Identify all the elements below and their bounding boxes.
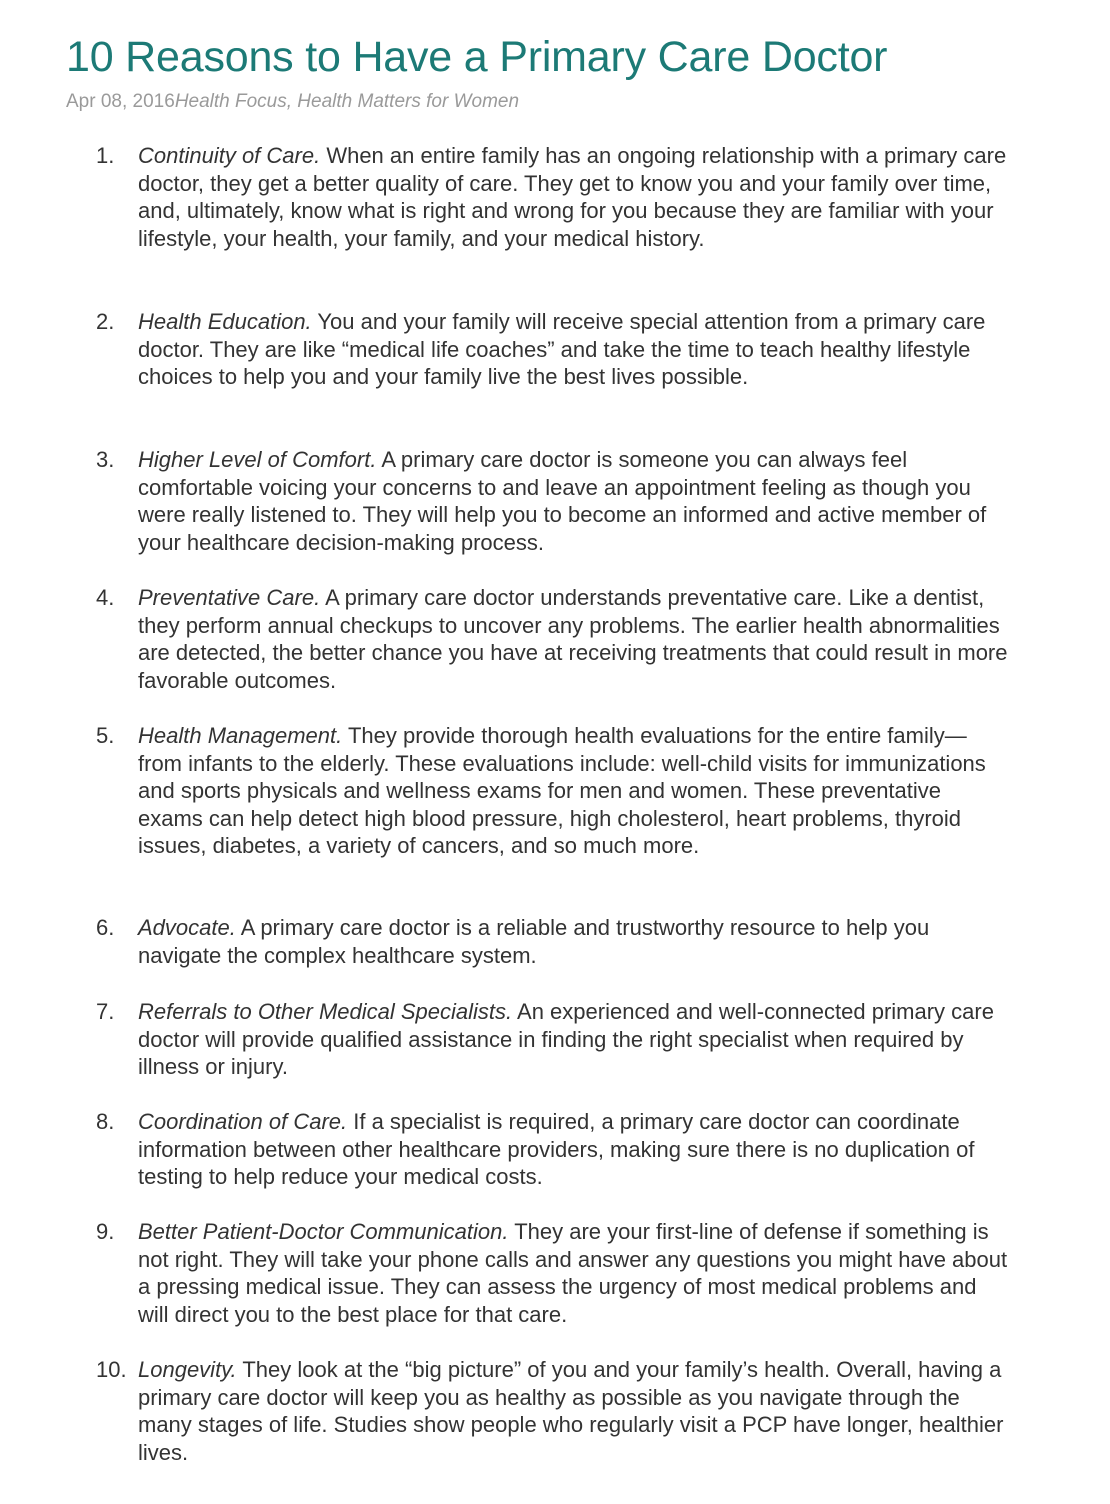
publish-date: Apr 08, 2016	[66, 91, 175, 112]
reason-body	[138, 308, 1010, 391]
reason-body	[138, 1356, 1010, 1466]
reason-lead: Coordination of Care.	[138, 1109, 348, 1134]
reason-number: 1.	[96, 143, 115, 168]
reason-number: 3.	[96, 447, 115, 472]
reason-text: If a specialist is required, a primary care doctor can coordinate information between other healthcare providers, making sure there is no duplication of testing to help reduce your medical costs.	[138, 1109, 975, 1189]
reason-text: They provide thorough health evaluations for the entire family—from infants to the elderly. These evaluations include: well-child visits for immunizations and sports physicals and wellness exams for men and women. These preventative exams can help detect high blood pressure, high cholesterol, heart problems, thyroid issues, diabetes, a variety of cancers, and so much more.	[138, 723, 986, 858]
reason-lead: Longevity.	[138, 1357, 237, 1382]
reason-lead: Continuity of Care.	[138, 143, 321, 168]
reason-body	[138, 446, 1010, 556]
reason-lead: Health Education.	[138, 309, 312, 334]
reason-body	[138, 722, 1010, 860]
reason-text: You and your family will receive special attention from a primary care doctor. They are like “medical life coaches” and take the time to teach healthy lifestyle choices to help you and your family live the best lives possible.	[138, 309, 986, 389]
reason-text: When an entire family has an ongoing relationship with a primary care doctor, they get a better quality of care. They get to know you and your family over time, and, ultimately, know what is right and wrong for you because they are familiar with your lifestyle, your health, your family, and your medical history.	[138, 143, 1007, 251]
reason-body	[138, 1108, 1010, 1191]
reason-body	[138, 584, 1010, 694]
reason-lead: Referrals to Other Medical Specialists.	[138, 999, 513, 1024]
reason-lead: Health Management.	[138, 723, 343, 748]
reason-number: 2.	[96, 309, 115, 334]
reason-lead: Better Patient-Doctor Communication.	[138, 1219, 509, 1244]
reason-text: A primary care doctor is a reliable and trustworthy resource to help you navigate the complex healthcare system.	[138, 915, 930, 968]
reason-body	[138, 142, 1010, 252]
article-title: 10 Reasons to Have a Primary Care Doctor	[66, 33, 888, 81]
reason-number: 10.	[96, 1357, 127, 1382]
reason-lead: Higher Level of Comfort.	[138, 447, 377, 472]
reason-text: A primary care doctor is someone you can always feel comfortable voicing your concerns to and leave an appointment feeling as though you were really listened to. They will help you to become an informed and active member of your healthcare decision-making process.	[138, 447, 987, 555]
reason-number: 7.	[96, 999, 115, 1024]
reason-text: They are your first-line of defense if something is not right. They will take your phone calls and answer any questions you might have about a pressing medical issue. They can assess the urgency of most medical problems and will direct you to the best place for that care.	[138, 1219, 1008, 1327]
reason-number: 8.	[96, 1109, 115, 1134]
reason-text: A primary care doctor understands preventative care. Like a dentist, they perform annual checkups to uncover any problems. The earlier health abnormalities are detected, the better chance you have at receiving treatments that could result in more favorable outcomes.	[138, 585, 1008, 693]
reason-number: 4.	[96, 585, 115, 610]
reason-lead: Preventative Care.	[138, 585, 321, 610]
reason-body	[138, 998, 1010, 1081]
article-categories: Health Focus, Health Matters for Women	[174, 91, 520, 112]
reason-text: An experienced and well-connected primary care doctor will provide qualified assistance in finding the right specialist when required by illness or injury.	[138, 999, 994, 1079]
reason-lead: Advocate.	[138, 915, 236, 940]
reason-body	[138, 1218, 1010, 1328]
article-meta	[66, 90, 519, 114]
reason-number: 9.	[96, 1219, 115, 1244]
reason-number: 5.	[96, 723, 115, 748]
reason-text: They look at the “big picture” of you and your family’s health. Overall, having a primary care doctor will keep you as healthy as possible as you navigate through the many stages of life. Studies show people who regularly visit a PCP have longer, healthier lives.	[138, 1357, 1004, 1465]
reason-number: 6.	[96, 915, 115, 940]
reason-body	[138, 914, 1010, 969]
